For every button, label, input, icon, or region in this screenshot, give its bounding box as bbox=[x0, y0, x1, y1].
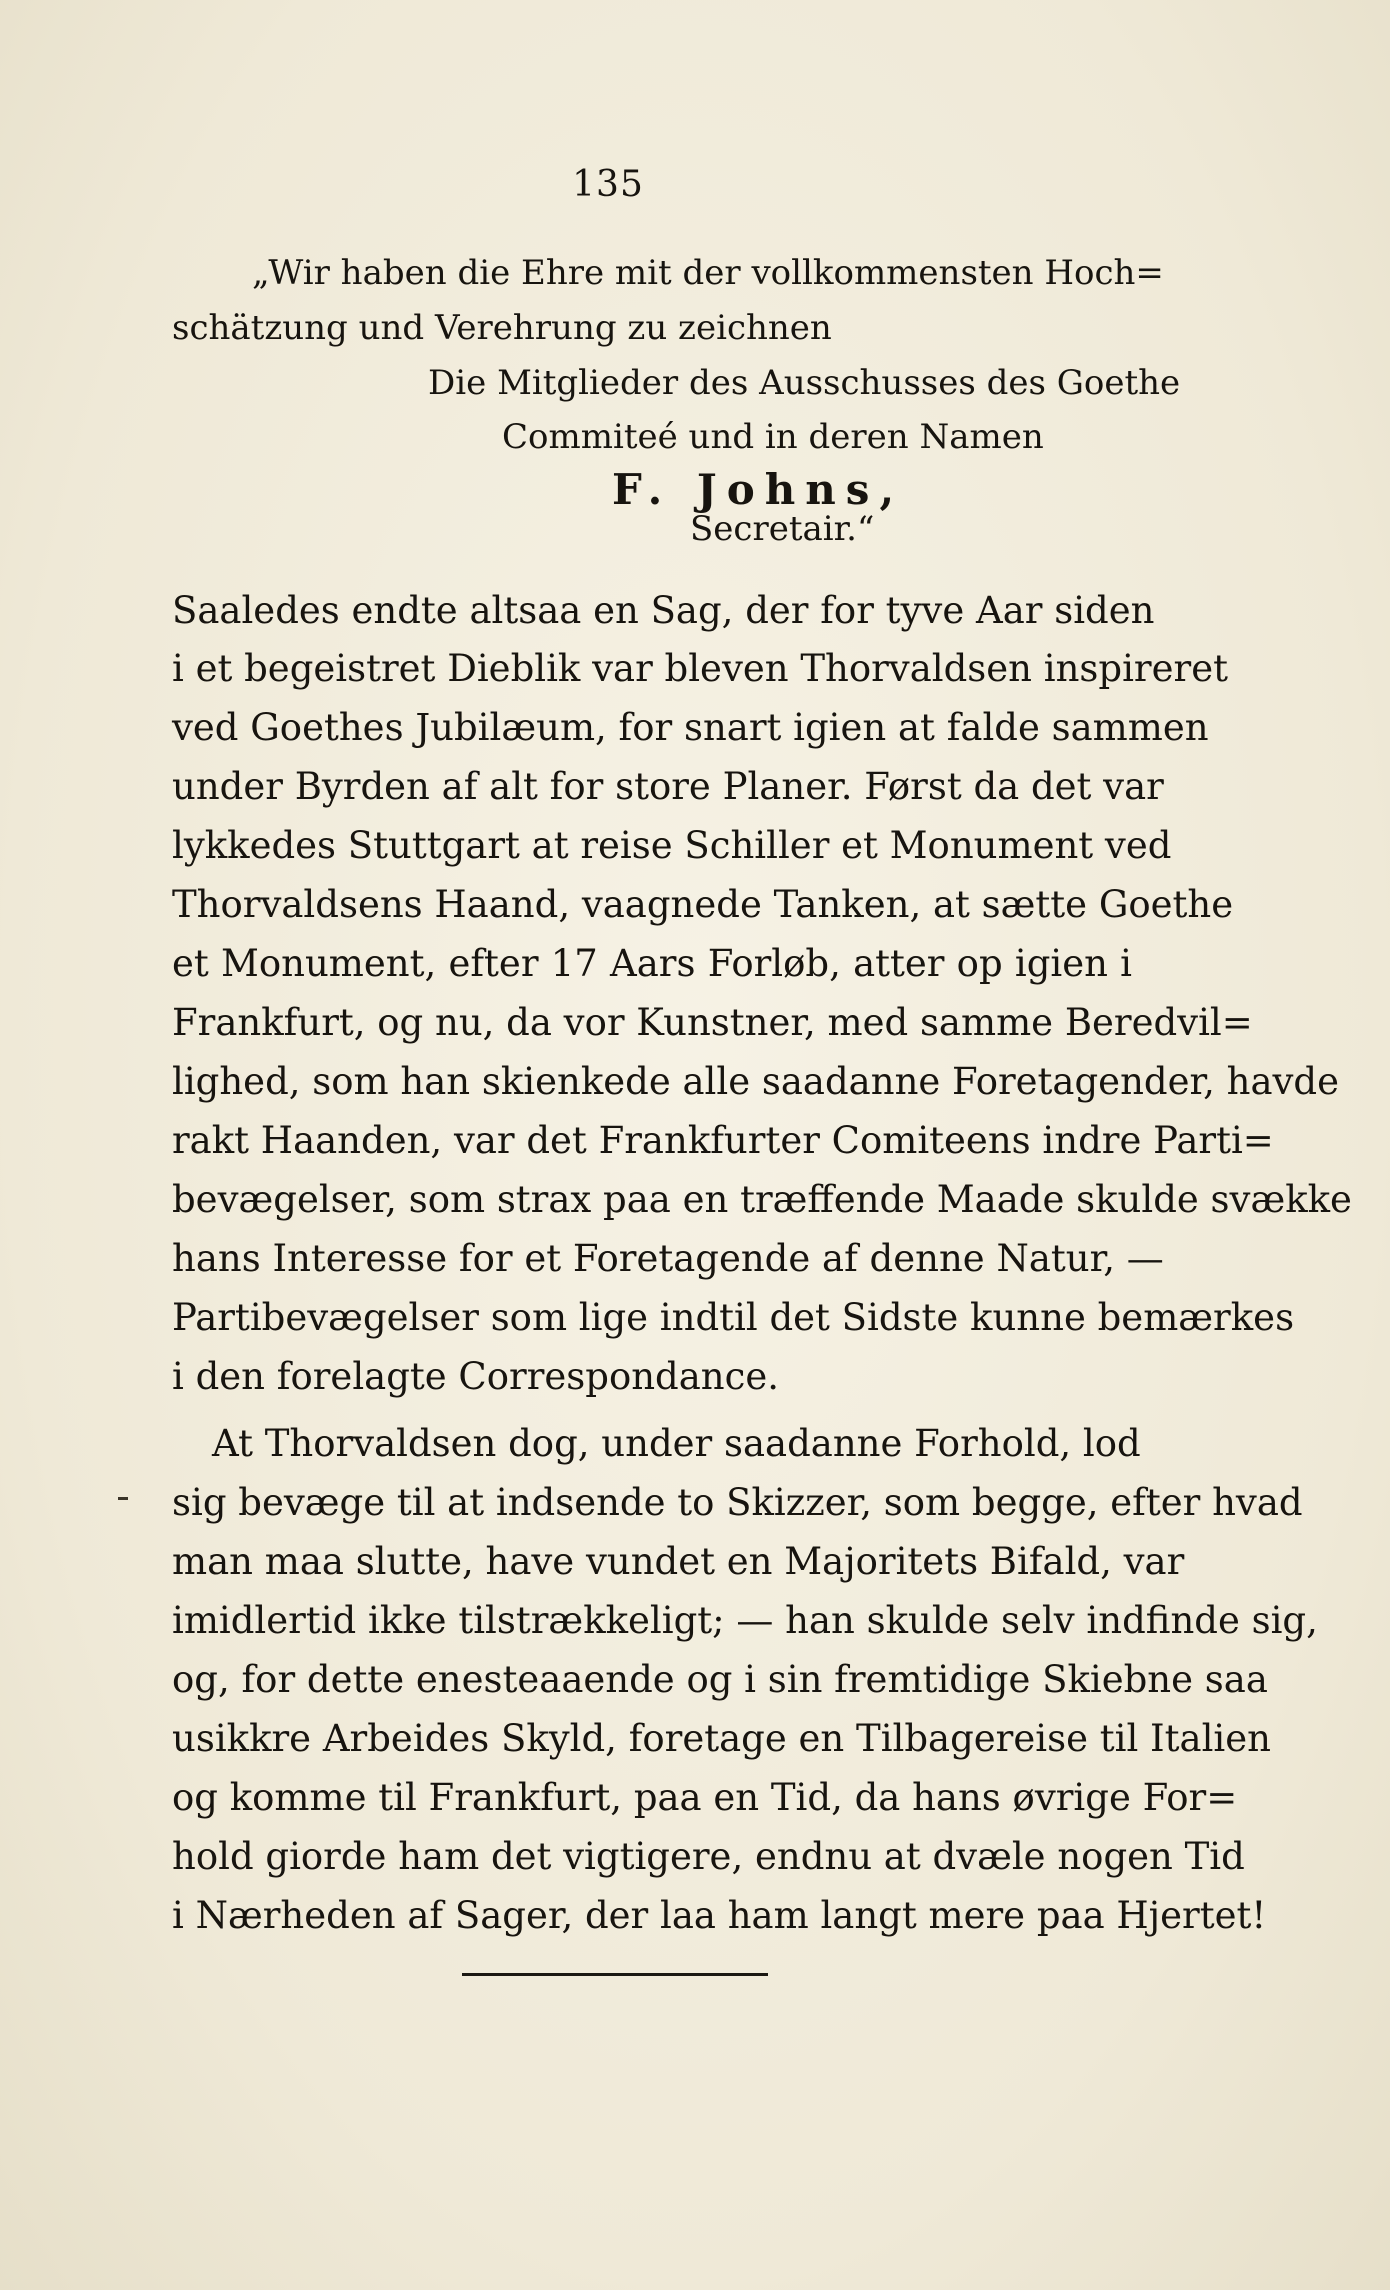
closing-rule bbox=[462, 1973, 768, 1976]
paragraph-1-line-12: hans Interesse for et Foretagende af denne Natur, — bbox=[172, 1237, 1164, 1280]
paragraph-2-line-7: og komme til Frankfurt, paa en Tid, da hans øvrige For= bbox=[172, 1776, 1238, 1819]
paragraph-2-line-9: i Nærheden af Sager, der laa ham langt mere paa Hjertet! bbox=[172, 1894, 1267, 1937]
paragraph-1-line-13: Partibevægelser som lige indtil det Sidste kunne bemærkes bbox=[172, 1296, 1295, 1339]
paragraph-1-line-8: Frankfurt, og nu, da vor Kunstner, med samme Beredvil= bbox=[172, 1001, 1253, 1044]
paragraph-2-line-3: man maa slutte, have vundet en Majoritets Bifald, var bbox=[172, 1540, 1185, 1583]
paragraph-1-line-9: lighed, som han skienkede alle saadanne Foretagender, havde bbox=[172, 1060, 1339, 1103]
paragraph-2-line-5: og, for dette enesteaaende og i sin fremtidige Skiebne saa bbox=[172, 1658, 1268, 1701]
letter-closing-line-2: schätzung und Verehrung zu zeichnen bbox=[172, 308, 832, 348]
signature-name: F. Johns, bbox=[612, 465, 905, 514]
paragraph-1-line-5: lykkedes Stuttgart at reise Schiller et Monument ved bbox=[172, 824, 1172, 867]
paragraph-1-line-14: i den forelagte Correspondance. bbox=[172, 1355, 780, 1398]
paragraph-2-line-8: hold giorde ham det vigtigere, endnu at dvæle nogen Tid bbox=[172, 1835, 1245, 1878]
letter-closing-line-4: Commiteé und in deren Namen bbox=[502, 417, 1044, 457]
paragraph-2-line-6: usikkre Arbeides Skyld, foretage en Tilbagereise til Italien bbox=[172, 1717, 1271, 1760]
paragraph-1-line-4: under Byrden af alt for store Planer. Først da det var bbox=[172, 765, 1164, 808]
letter-closing-line-1: „Wir haben die Ehre mit der vollkommensten Hoch= bbox=[252, 253, 1164, 293]
paragraph-1-line-7: et Monument, efter 17 Aars Forløb, atter op igien i bbox=[172, 942, 1132, 985]
letter-closing-line-3: Die Mitglieder des Ausschusses des Goethe bbox=[428, 363, 1181, 403]
paragraph-1-line-10: rakt Haanden, var det Frankfurter Comiteens indre Parti= bbox=[172, 1119, 1274, 1162]
paragraph-1-line-1: Saaledes endte altsaa en Sag, der for tyve Aar siden bbox=[172, 589, 1155, 632]
paragraph-2-line-2: sig bevæge til at indsende to Skizzer, som begge, efter hvad bbox=[172, 1481, 1303, 1524]
margin-mark bbox=[118, 1497, 128, 1500]
paragraph-2-line-1: At Thorvaldsen dog, under saadanne Forhold, lod bbox=[212, 1422, 1141, 1465]
paragraph-1-line-3: ved Goethes Jubilæum, for snart igien at falde sammen bbox=[172, 706, 1209, 749]
paragraph-1-line-2: i et begeistret Dieblik var bleven Thorvaldsen inspireret bbox=[172, 647, 1228, 690]
page-number: 135 bbox=[572, 164, 644, 205]
paragraph-1-line-6: Thorvaldsens Haand, vaagnede Tanken, at sætte Goethe bbox=[172, 883, 1234, 926]
paragraph-2-line-4: imidlertid ikke tilstrækkeligt; — han skulde selv indfinde sig, bbox=[172, 1599, 1318, 1642]
signature-title: Secretair.“ bbox=[690, 509, 875, 549]
paragraph-1-line-11: bevægelser, som strax paa en træffende Maade skulde svække bbox=[172, 1178, 1352, 1221]
